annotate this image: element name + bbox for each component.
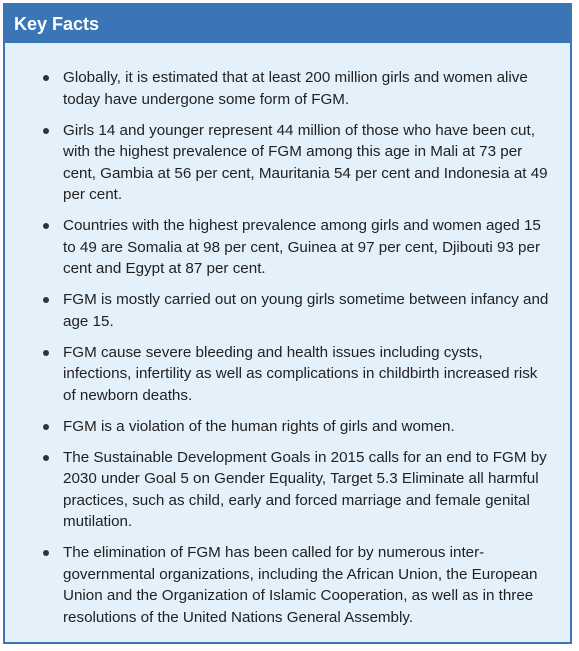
fact-item	[43, 416, 550, 438]
key-facts-header	[5, 5, 570, 43]
fact-text: The Sustainable Development Goals in 2015 calls for an end to FGM by 2030 under Goal 5 on Gender Equality, Target 5.3 Eliminate all harmful practices, such as child, early and forced marriage and female genital mutilation.	[63, 448, 547, 530]
fact-item	[43, 447, 550, 533]
key-facts-list	[5, 43, 570, 628]
fact-text: Countries with the highest prevalence among girls and women aged 15 to 49 are Somalia at 98 per cent, Guinea at 97 per cent, Djibouti 93 per cent and Egypt at 87 per cent.	[63, 217, 541, 277]
key-facts-box	[3, 3, 572, 644]
fact-text: FGM cause severe bleeding and health issues including cysts, infections, infertility as well as complications in childbirth increased risk of newborn deaths.	[63, 343, 538, 404]
fact-item	[43, 289, 550, 332]
fact-item	[43, 67, 550, 110]
bullet-icon	[43, 128, 49, 134]
bullet-icon	[43, 350, 49, 356]
fact-item	[43, 342, 550, 407]
fact-text: FGM is mostly carried out on young girls sometime between infancy and age 15.	[63, 291, 549, 330]
bullet-icon	[43, 75, 49, 81]
key-facts-title: Key Facts	[14, 14, 100, 34]
fact-text: Girls 14 and younger represent 44 million of those who have been cut, with the highest prevalence of FGM among this age in Mali at 73 per cent, Gambia at 56 per cent, Mauritania 54 per cent and Indonesia at 49 per cent.	[63, 121, 548, 203]
bullet-icon	[43, 223, 49, 229]
bullet-icon	[43, 424, 49, 430]
fact-item	[43, 542, 550, 628]
fact-item	[43, 215, 550, 280]
fact-item	[43, 120, 550, 206]
fact-text: FGM is a violation of the human rights of girls and women.	[63, 417, 455, 435]
fact-text: The elimination of FGM has been called for by numerous inter-governmental organizations, including the African Union, the European Union and the Organization of Islamic Cooperation, as well as in three resolutions of the United Nations General Assembly.	[63, 544, 538, 626]
bullet-icon	[43, 297, 49, 303]
bullet-icon	[43, 455, 49, 461]
fact-text: Globally, it is estimated that at least 200 million girls and women alive today have undergone some form of FGM.	[63, 69, 528, 108]
bullet-icon	[43, 550, 49, 556]
